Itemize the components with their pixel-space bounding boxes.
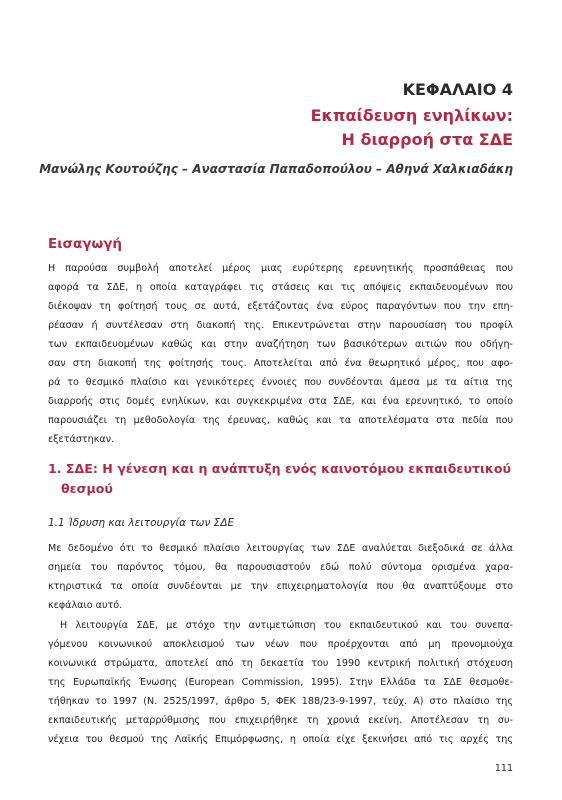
subsection-heading: 1.1 Ίδρυση και λειτουργία των ΣΔΕ [48,517,235,529]
paragraph-line: της Ευρωπαϊκής Ένωσης (European Commission, 1995). Στην Ελλάδα τα ΣΔΕ θεσμοθε- [48,677,513,688]
paragraph-line: Με δεδομένο ότι το θεσμικό πλαίσιο λειτουργίας των ΣΔΕ αναλύεται διεξοδικά σε άλλα [48,543,513,554]
paragraph-line: αφορά τα ΣΔΕ, η οποία καταγράφει τις στάσεις και τις απόψεις εκπαιδευομένων που [48,282,513,293]
page-number: 111 [494,763,513,774]
intro-paragraph [48,259,513,449]
paragraph-line: ρά το θεσμικό πλαίσιο και γενικότερες έννοιες που συνδέονται άμεσα με τα αίτια της [48,377,513,388]
paragraph-line: σημεία του παρόντος τόμου, θα παρουσιαστούν εδώ πολύ σύντομα ορισμένα χαρα- [48,562,513,573]
paragraph-line: τήθηκαν το 1997 (Ν. 2525/1997, άρθρο 5, ΦΕΚ 188/23-9-1997, τεύχ. Α) στο πλαίσιο της [48,696,513,707]
chapter-title-line2: Η διαρροή στα ΣΔΕ [341,130,513,149]
paragraph-line: γόμενου κοινωνικού αποκλεισμού των νέων που προέρχονται από μη προνομιούχα [48,639,513,650]
section-paragraph-1 [48,539,513,615]
paragraph-line: παρουσιάζει τη μεθοδολογία της έρευνας, καθώς και τα αποτελέσματα στα πεδία που [48,415,513,426]
paragraph-line: Η λειτουργία ΣΔΕ, με στόχο την αντιμετώπιση του εκπαιδευτικού και του συνεπα- [60,620,513,631]
paragraph-line: Η παρούσα συμβολή αποτελεί μέρος μιας ευρύτερης ερευνητικής προσπάθειας που [48,263,513,274]
paragraph-line: κεφάλαιο αυτό. [48,600,123,611]
chapter-title [311,104,513,152]
paragraph-line: των εκπαιδευομένων καθώς και στην αναζήτηση των βασικότερων αιτιών που οδήγη- [48,339,513,350]
paragraph-line: διαρροής στις δομές ενηλίκων, και συγκεκριμένα στα ΣΔΕ, και ένα ερευνητικό, το οποίο [48,396,513,407]
section-paragraph-2 [48,616,513,749]
section-heading-line2: θεσμού [61,481,113,496]
document-page [39,0,513,800]
paragraph-line: εξετάστηκαν. [48,434,115,445]
chapter-label: ΚΕΦΑΛΑΙΟ 4 [402,80,513,99]
paragraph-line: νέχεια του θεσμού της Λαϊκής Επιμόρφωσης, η οποία είχε ξεκινήσει από τις αρχές της [48,734,513,745]
section-heading-line1: 1. ΣΔΕ: Η γένεση και η ανάπτυξη ενός καινοτόμου εκπαιδευτικού [48,461,511,476]
paragraph-line: κοινωνικά στρώματα, αποτελεί από τη δεκαετία του 1990 κεντρική πολιτική στόχευση [48,658,513,669]
chapter-title-line1: Εκπαίδευση ενηλίκων: [310,106,513,125]
chapter-authors: Μανώλης Κουτούζης – Αναστασία Παπαδοπούλου – Αθηνά Χαλκιαδάκη [39,162,513,176]
paragraph-line: ρέασαν ή συντέλεσαν στη διακοπή της. Επικεντρώνεται στην παρουσίαση του προφίλ [48,320,513,331]
section-heading [48,459,513,499]
paragraph-line: εκπαιδευτικής μεταρρύθμισης που επιχειρήθηκε τη χρονιά εκείνη. Αποτέλεσαν τη συ- [48,715,513,726]
paragraph-line: σαν στη διακοπή της φοίτησής τους. Αποτελείται από ένα θεωρητικό μέρος, που αφο- [48,358,513,369]
intro-heading: Εισαγωγή [48,236,123,252]
paragraph-line: κτηριστικά τα οποία συνδέονται με την επιχειρηματολογία που θα αναπτύξουμε στο [48,581,513,592]
paragraph-line: διέκοψαν τη φοίτησή τους σε αυτά, εξετάζοντας ένα εύρος παραγόντων που την επη- [48,301,513,312]
